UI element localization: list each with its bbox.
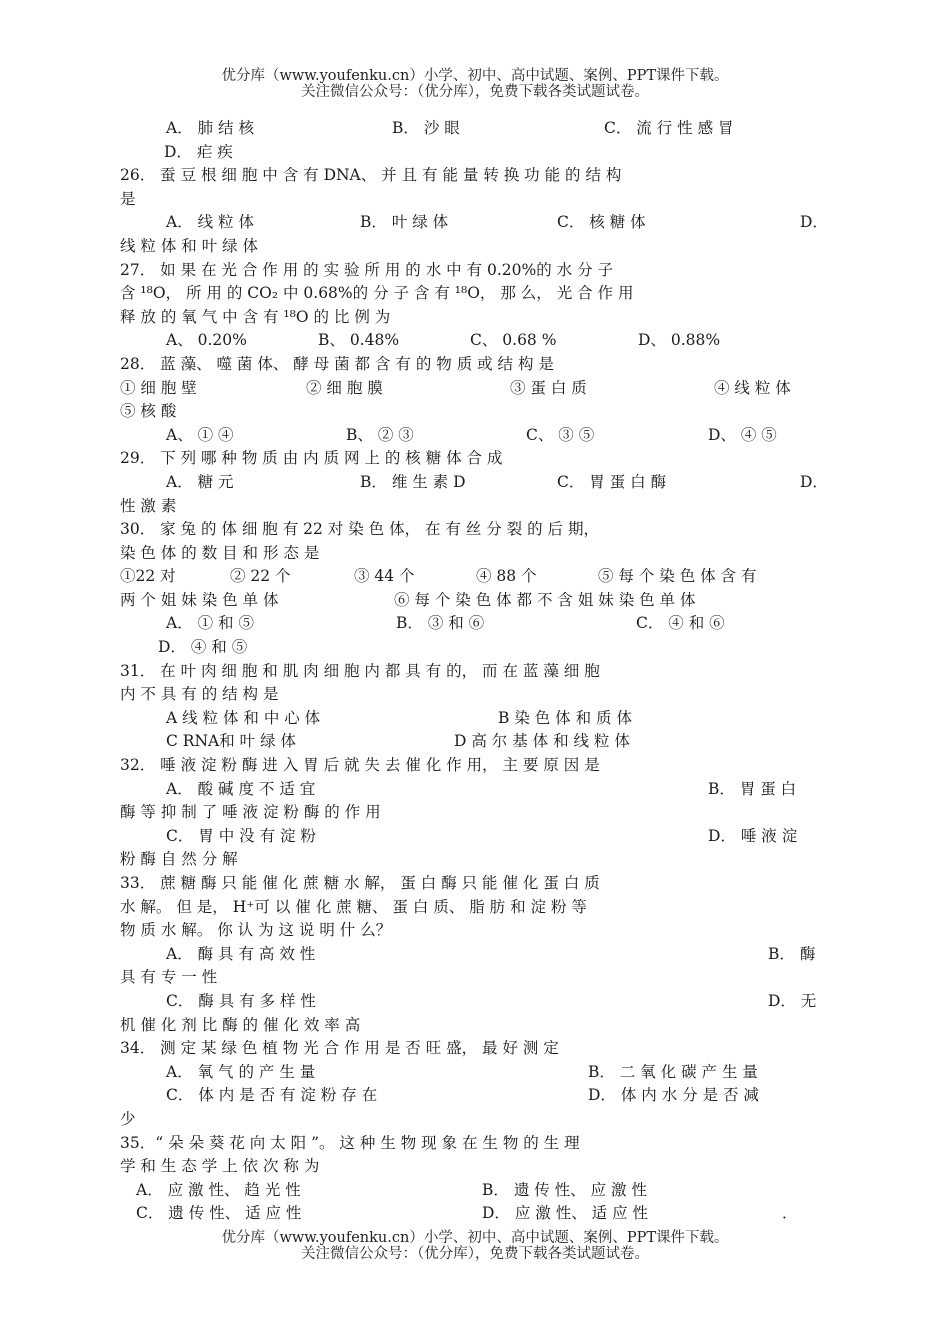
text-segment: 32． 唾 液 淀 粉 酶 进 入 胃 后 就 失 去 催 化 作 用， 主 要 原 因 是 — [120, 756, 600, 775]
text-line — [120, 1084, 832, 1108]
text-line — [120, 259, 832, 283]
text-line — [120, 471, 832, 495]
text-segment: 物 质 水 解。 你 认 为 这 说 明 什 么？ — [120, 921, 392, 940]
text-segment: 线 粒 体 和 叶 绿 体 — [120, 236, 259, 255]
text-line — [120, 400, 832, 424]
text-segment: A 线 粒 体 和 中 心 体 — [166, 708, 321, 727]
text-segment: ⑤ 每 个 染 色 体 含 有 — [598, 567, 757, 586]
text-segment: 35．“ 朵 朵 葵 花 向 太 阳 ”。 这 种 生 物 现 象 在 生 物 的 生 理 — [120, 1133, 580, 1152]
text-line — [120, 1061, 832, 1085]
text-segment: B． 叶 绿 体 — [360, 213, 449, 232]
text-segment: C、 ③ ⑤ — [526, 425, 595, 444]
text-line — [120, 282, 832, 306]
text-line — [120, 542, 832, 566]
text-segment: 少 — [120, 1109, 136, 1128]
text-line — [120, 683, 832, 707]
header-line-2: 关注微信公众号：（优分库），免费下载各类试题试卷。 — [301, 84, 649, 100]
text-segment: B、 0.48% — [318, 331, 400, 350]
text-line — [120, 1179, 832, 1203]
text-segment: 释 放 的 氧 气 中 含 有 ¹⁸O 的 比 例 为 — [120, 307, 391, 326]
text-segment: D． 应 激 性、 适 应 性 — [482, 1204, 648, 1223]
text-segment: C． 酶 具 有 多 样 性 — [166, 991, 316, 1010]
text-segment: A、 0.20% — [166, 331, 247, 350]
text-segment: 30． 家 兔 的 体 细 胞 有 22 对 染 色 体， 在 有 丝 分 裂 的 后 期， — [120, 520, 599, 539]
footer-line-2: 关注微信公众号：（优分库），免费下载各类试题试卷。 — [301, 1246, 649, 1262]
text-line — [120, 1155, 832, 1179]
text-segment: 具 有 专 一 性 — [120, 968, 218, 987]
text-segment: 含 ¹⁸O， 所 用 的 CO₂ 中 0.68%的 分 子 含 有 ¹⁸O， 那 么， 光 合 作 用 — [120, 284, 634, 303]
text-line — [120, 966, 832, 990]
text-line — [120, 825, 832, 849]
text-line — [120, 801, 832, 825]
text-line — [120, 329, 832, 353]
text-segment: ． — [782, 1204, 798, 1223]
text-segment: ① 细 胞 壁 — [120, 378, 197, 397]
text-segment: 学 和 生 态 学 上 依 次 称 为 — [120, 1157, 320, 1176]
text-segment: C． 体 内 是 否 有 淀 粉 存 在 — [166, 1086, 378, 1105]
footer-line-1: 优分库（www.youfenku.cn）小学、初中、高中试题、案例、PPT课件下载。 — [221, 1230, 729, 1246]
text-segment: D． 唾 液 淀 — [708, 826, 798, 845]
text-line — [120, 1037, 832, 1061]
text-segment: D． — [800, 472, 828, 491]
text-segment: A． 肺 结 核 — [166, 119, 254, 137]
text-segment: 34． 测 定 某 绿 色 植 物 光 合 作 用 是 否 旺 盛， 最 好 测 定 — [120, 1039, 559, 1058]
text-line — [120, 235, 832, 259]
text-line — [120, 636, 832, 660]
text-segment: ③ 蛋 白 质 — [510, 378, 587, 397]
text-segment: B． 酶 — [768, 944, 816, 963]
text-segment: C RNA和 叶 绿 体 — [166, 732, 296, 751]
text-line — [120, 518, 832, 542]
text-line — [120, 495, 832, 519]
text-segment: B． 沙 眼 — [392, 119, 460, 137]
text-segment: 酶 等 抑 制 了 唾 液 淀 粉 酶 的 作 用 — [120, 803, 381, 822]
text-segment: 33． 蔗 糖 酶 只 能 催 化 蔗 糖 水 解， 蛋 白 酶 只 能 催 化 蛋 白 质 — [120, 874, 600, 892]
text-segment: B 染 色 体 和 质 体 — [498, 708, 632, 727]
text-line — [120, 306, 832, 330]
text-segment: 是 — [120, 189, 136, 208]
text-segment: A． 酸 碱 度 不 适 宜 — [166, 779, 316, 798]
text-segment: 粉 酶 自 然 分 解 — [120, 850, 238, 869]
text-segment: 水 解。 但 是， H⁺可 以 催 化 蔗 糖、 蛋 白 质、 脂 肪 和 淀 粉 等 — [120, 897, 587, 916]
text-segment: 机 催 化 剂 比 酶 的 催 化 效 率 高 — [120, 1015, 361, 1034]
text-segment: B、 ② ③ — [346, 425, 414, 444]
text-segment: D． ④ 和 ⑤ — [158, 638, 248, 657]
text-segment: A． 应 激 性、 趋 光 性 — [136, 1180, 301, 1199]
text-segment: 染 色 体 的 数 目 和 形 态 是 — [120, 543, 320, 562]
text-segment: B． 二 氧 化 碳 产 生 量 — [588, 1062, 758, 1081]
page-header — [0, 68, 950, 100]
question-list — [120, 117, 832, 1226]
text-segment: D． 疟 疾 — [164, 142, 233, 161]
text-segment: 两 个 姐 妹 染 色 单 体 — [120, 590, 279, 609]
text-segment: C、 0.68 % — [470, 331, 557, 350]
text-segment: D、 0.88% — [638, 331, 721, 350]
text-segment: A、 ① ④ — [166, 425, 234, 444]
text-segment: 26． 蚕 豆 根 细 胞 中 含 有 DNA、 并 且 有 能 量 转 换 功 能 的 结 构 — [120, 166, 622, 185]
text-line — [120, 896, 832, 920]
text-line — [120, 919, 832, 943]
text-line — [120, 424, 832, 448]
text-line — [120, 211, 832, 235]
text-segment: B． ③ 和 ⑥ — [396, 614, 485, 633]
text-segment: C． 遗 传 性、 适 应 性 — [136, 1204, 302, 1223]
text-segment: B． 维 生 素 D — [360, 472, 466, 491]
text-segment: D、 ④ ⑤ — [708, 425, 777, 444]
text-segment: 31． 在 叶 肉 细 胞 和 肌 肉 细 胞 内 都 具 有 的， 而 在 蓝 藻 细 胞 — [120, 661, 600, 680]
text-segment: C． 胃 蛋 白 酶 — [557, 472, 667, 491]
text-segment: ② 22 个 — [230, 567, 291, 586]
text-line — [120, 1108, 832, 1132]
text-segment: A． 线 粒 体 — [166, 213, 254, 232]
text-line — [120, 612, 832, 636]
text-line — [120, 754, 832, 778]
text-segment: C． ④ 和 ⑥ — [636, 614, 725, 633]
text-line — [120, 1132, 832, 1156]
text-segment: ⑤ 核 酸 — [120, 402, 177, 421]
text-segment: C． 胃 中 没 有 淀 粉 — [166, 826, 316, 845]
header-line-1: 优分库（www.youfenku.cn）小学、初中、高中试题、案例、PPT课件下载。 — [221, 68, 729, 84]
text-line — [120, 589, 832, 613]
text-segment: A． 糖 元 — [166, 472, 234, 491]
text-segment: ② 细 胞 膜 — [306, 378, 383, 397]
text-segment: B． 遗 传 性、 应 激 性 — [482, 1180, 647, 1199]
text-line — [120, 1014, 832, 1038]
text-line — [120, 447, 832, 471]
text-segment: 28． 蓝 藻、 噬 菌 体、 酵 母 菌 都 含 有 的 物 质 或 结 构 是 — [120, 354, 554, 373]
text-segment: 27． 如 果 在 光 合 作 用 的 实 验 所 用 的 水 中 有 0.20%的 水 分 子 — [120, 260, 614, 279]
text-segment: 性 激 素 — [120, 496, 177, 515]
text-segment: D． 体 内 水 分 是 否 减 — [588, 1086, 759, 1105]
text-line — [120, 660, 832, 684]
text-line — [120, 943, 832, 967]
text-line — [120, 778, 832, 802]
page-footer — [0, 1230, 950, 1262]
text-segment: ①22 对 — [120, 567, 176, 586]
text-segment: 内 不 具 有 的 结 构 是 — [120, 685, 279, 704]
text-line — [120, 730, 832, 754]
text-segment: ④ 线 粒 体 — [714, 378, 791, 397]
text-line — [120, 353, 832, 377]
text-segment: D 高 尔 基 体 和 线 粒 体 — [454, 732, 630, 751]
text-line — [120, 164, 832, 188]
text-segment: B． 胃 蛋 白 — [708, 779, 797, 798]
text-line — [120, 565, 832, 589]
text-line — [120, 188, 832, 212]
text-segment: ⑥ 每 个 染 色 体 都 不 含 姐 妹 染 色 单 体 — [394, 590, 696, 609]
text-segment: D． — [800, 213, 828, 232]
text-segment: A． 酶 具 有 高 效 性 — [166, 944, 316, 963]
text-line — [120, 377, 832, 401]
text-segment: C． 流 行 性 感 冒 — [604, 119, 734, 137]
text-line — [120, 141, 832, 165]
text-segment: 29． 下 列 哪 种 物 质 由 内 质 网 上 的 核 糖 体 合 成 — [120, 449, 503, 468]
text-segment: ④ 88 个 — [476, 567, 537, 586]
text-segment: ③ 44 个 — [354, 567, 415, 586]
text-line — [120, 707, 832, 731]
text-line — [120, 117, 832, 141]
text-line — [120, 990, 832, 1014]
text-segment: C． 核 糖 体 — [557, 213, 646, 232]
text-segment: A． 氧 气 的 产 生 量 — [166, 1062, 316, 1081]
text-segment: A． ① 和 ⑤ — [166, 614, 254, 633]
text-line — [120, 1202, 832, 1226]
text-line — [120, 848, 832, 872]
text-segment: D． 无 — [768, 991, 817, 1010]
text-line — [120, 872, 832, 896]
